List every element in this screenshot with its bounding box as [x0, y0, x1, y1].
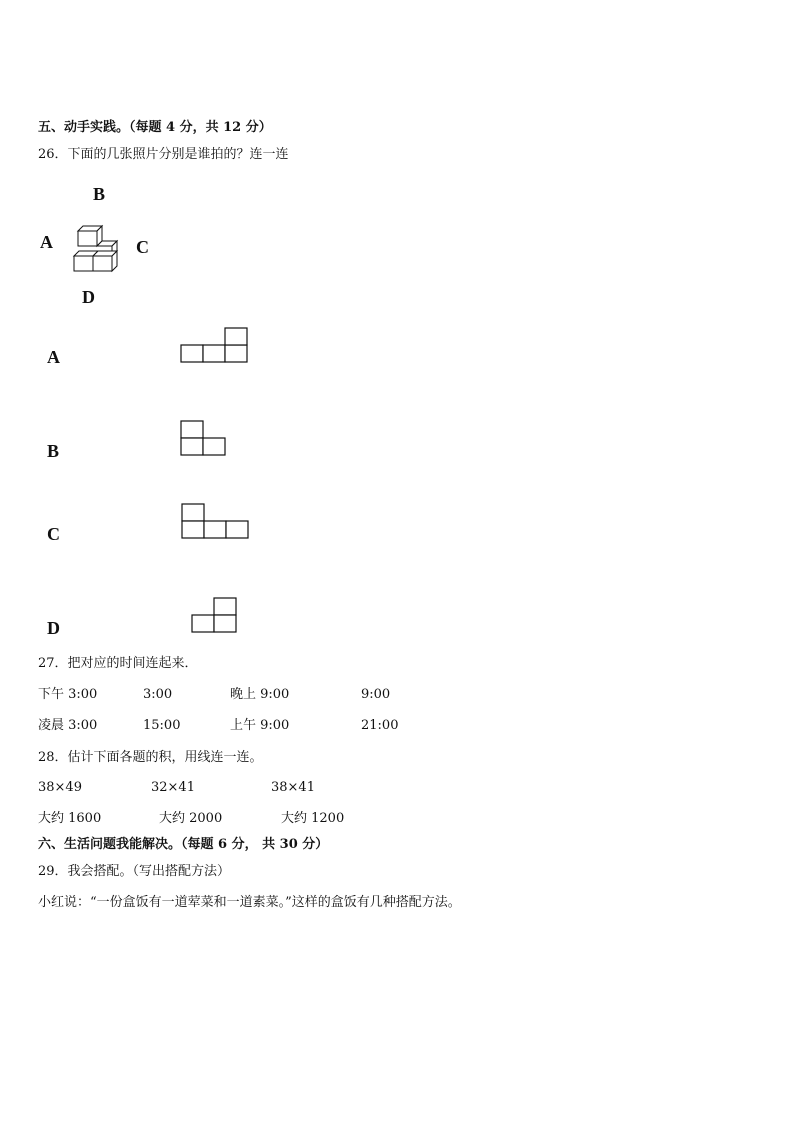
view-b-figure	[180, 419, 228, 457]
estimate-item: 大约 1600	[38, 811, 102, 826]
time-item: 上午 9:00	[230, 718, 290, 733]
product-item: 38×49	[38, 780, 82, 795]
time-item: 凌晨 3:00	[38, 718, 98, 733]
view-label-c: C	[47, 524, 60, 544]
question-26-text: 26．下面的几张照片分别是谁拍的？连一连	[38, 147, 289, 162]
section-heading: 五、动手实践。（每题 4 分，共 12 分）	[38, 120, 272, 135]
time-item: 9:00	[361, 687, 391, 702]
direction-label-a: A	[40, 232, 53, 252]
view-label-d: D	[47, 618, 60, 638]
time-item: 15:00	[143, 718, 181, 733]
time-item: 3:00	[143, 687, 173, 702]
view-c-figure	[181, 502, 251, 540]
view-label-b: B	[47, 441, 60, 461]
view-d-figure	[191, 596, 239, 634]
product-item: 38×41	[271, 780, 315, 795]
question-28-text: 28．估计下面各题的积，用线连一连。	[38, 750, 263, 765]
estimate-item: 大约 2000	[159, 811, 223, 826]
time-item: 21:00	[361, 718, 399, 733]
direction-label-d: D	[82, 287, 95, 307]
direction-label-c: C	[136, 237, 149, 257]
question-27-text: 27．把对应的时间连起来．	[38, 656, 198, 671]
question-29-body: 小红说：“一份盒饭有一道荤菜和一道素菜。”这样的盒饭有几种搭配方法。	[38, 895, 461, 910]
cube-stack-figure	[70, 222, 122, 274]
product-item: 32×41	[151, 780, 195, 795]
view-label-a: A	[47, 347, 60, 367]
view-a-figure	[180, 326, 250, 364]
estimate-item: 大约 1200	[281, 811, 345, 826]
direction-label-b: B	[93, 184, 106, 204]
question-29-text: 29．我会搭配。（写出搭配方法）	[38, 864, 231, 879]
section-heading: 六、生活问题我能解决。（每题 6 分， 共 30 分）	[38, 837, 329, 852]
time-item: 下午 3:00	[38, 687, 98, 702]
time-item: 晚上 9:00	[230, 687, 290, 702]
